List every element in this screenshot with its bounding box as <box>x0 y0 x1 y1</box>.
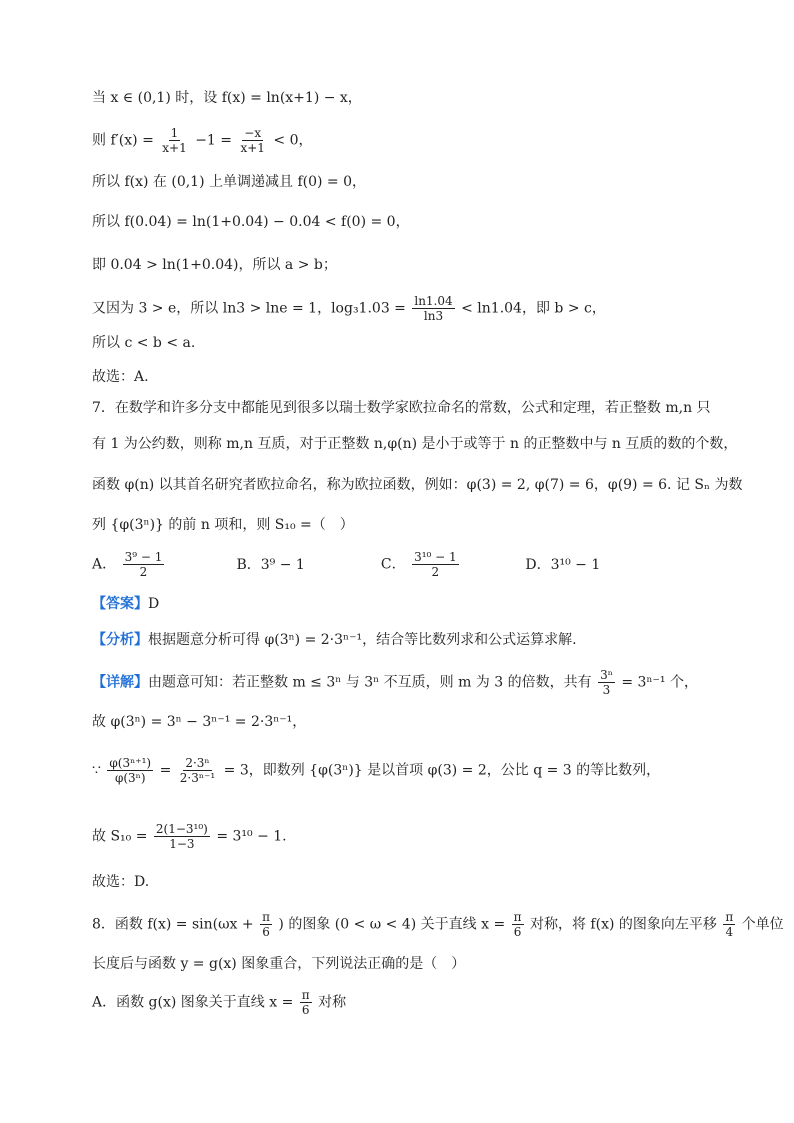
solution-line-2: 则 f′(x) = $\frac{1}{x+1}$ −1 = $\frac{-x}{x+1}$ < 0， <box>92 126 313 155</box>
fraction: $\frac{1}{x+1}$ <box>162 126 187 155</box>
q7-detail-line-2: 故 φ(3ⁿ) = 3ⁿ − 3ⁿ⁻¹ = 2·3ⁿ⁻¹， <box>92 714 307 730</box>
q8-stem-line-1: 8．函数 f(x) = sin(ωx + $\frac{\pi}{6}$ ) 的图象 (0 < ω < 4) 关于直线 x = $\frac{\pi}{6}$ 对称，将 f(x) 的图象向左平移 $\frac{\pi}{4}$ 个单位 <box>92 910 784 939</box>
option-c: C． $\frac{\text{3¹⁰ − 1}}{2}$ <box>380 550 457 579</box>
solution-line-7: 所以 c < b < a. <box>92 335 196 351</box>
solution-line-1: 当 x ∈ (0,1) 时，设 f(x) = ln(x+1) − x， <box>92 90 362 106</box>
q7-stem-line-1: 7．在数学和许多分支中都能见到很多以瑞士数学家欧拉命名的常数，公式和定理，若正整数 m,n 只 <box>92 400 711 416</box>
option-a: A． $\frac{\text{3⁹ − 1}}{2}$ <box>92 550 163 579</box>
q8-stem-line-2: 长度后与函数 y = g(x) 图象重合，下列说法正确的是（ ） <box>92 956 466 972</box>
q7-stem-line-3: 函数 φ(n) 以其首名研究者欧拉命名，称为欧拉函数，例如：φ(3) = 2, φ(7) = 6，φ(9) = 6. 记 Sₙ 为数 <box>92 477 743 493</box>
q7-answer: 【答案】D <box>92 596 160 612</box>
option-b: B．3⁹ − 1 <box>236 556 305 573</box>
solution-line-3: 所以 f(x) 在 (0,1) 上单调递减且 f(0) = 0， <box>92 174 366 190</box>
solution-line-8: 故选：A. <box>92 369 149 385</box>
option-d: D．3¹⁰ − 1 <box>525 556 601 573</box>
solution-line-5: 即 0.04 > ln(1+0.04)，所以 a > b； <box>92 257 337 273</box>
analysis-tag: 【分析】 <box>92 632 148 648</box>
q7-choose: 故选：D. <box>92 874 150 890</box>
q7-detail: 【详解】由题意可知：若正整数 m ≤ 3ⁿ 与 3ⁿ 不互质，则 m 为 3 的倍数，共有 $\frac{\text{3ⁿ}}{3}$ = 3ⁿ⁻¹ 个， <box>92 668 698 697</box>
q7-stem-line-4: 列 {φ(3ⁿ)} 的前 n 项和，则 S₁₀ =（ ） <box>92 517 354 533</box>
solution-line-4: 所以 f(0.04) = ln(1+0.04) − 0.04 < f(0) = 0， <box>92 214 410 230</box>
fraction: $\frac{\ln 1.04}{\ln 3}$ <box>414 294 453 323</box>
q7-options <box>92 550 734 579</box>
q7-stem-line-2: 有 1 为公约数，则称 m,n 互质，对于正整数 n,φ(n) 是小于或等于 n 的正整数中与 n 互质的数的个数， <box>92 436 738 452</box>
q7-detail-line-3: ∵ $\frac{\text{φ(3ⁿ⁺¹)}}{\text{φ(3ⁿ)}}$ = $\frac{\text{2·3ⁿ}}{\text{2·3ⁿ⁻¹}}$ = 3，即数列 {φ(3ⁿ)} 是以首项 φ(3) = 2，公比 q = 3 的等比数列， <box>92 756 661 785</box>
solution-line-6: 又因为 3 > e，所以 ln3 > lne = 1，log₃1.03 = $\frac{\ln 1.04}{\ln 3}$ < ln1.04，即 b > c， <box>92 294 606 323</box>
q8-option-a: A．函数 g(x) 图象关于直线 x = $\frac{\pi}{6}$ 对称 <box>92 988 347 1017</box>
fraction: $\frac{-x}{x+1}$ <box>240 126 265 155</box>
answer-tag: 【答案】 <box>92 596 148 612</box>
q7-detail-line-4: 故 S₁₀ = $\frac{\text{2(1−3¹⁰)}}{1-3}$ = 3¹⁰ − 1. <box>92 822 287 851</box>
q7-analysis: 【分析】根据题意分析可得 φ(3ⁿ) = 2·3ⁿ⁻¹，结合等比数列求和公式运算求解. <box>92 632 577 648</box>
detail-tag: 【详解】 <box>92 674 148 691</box>
